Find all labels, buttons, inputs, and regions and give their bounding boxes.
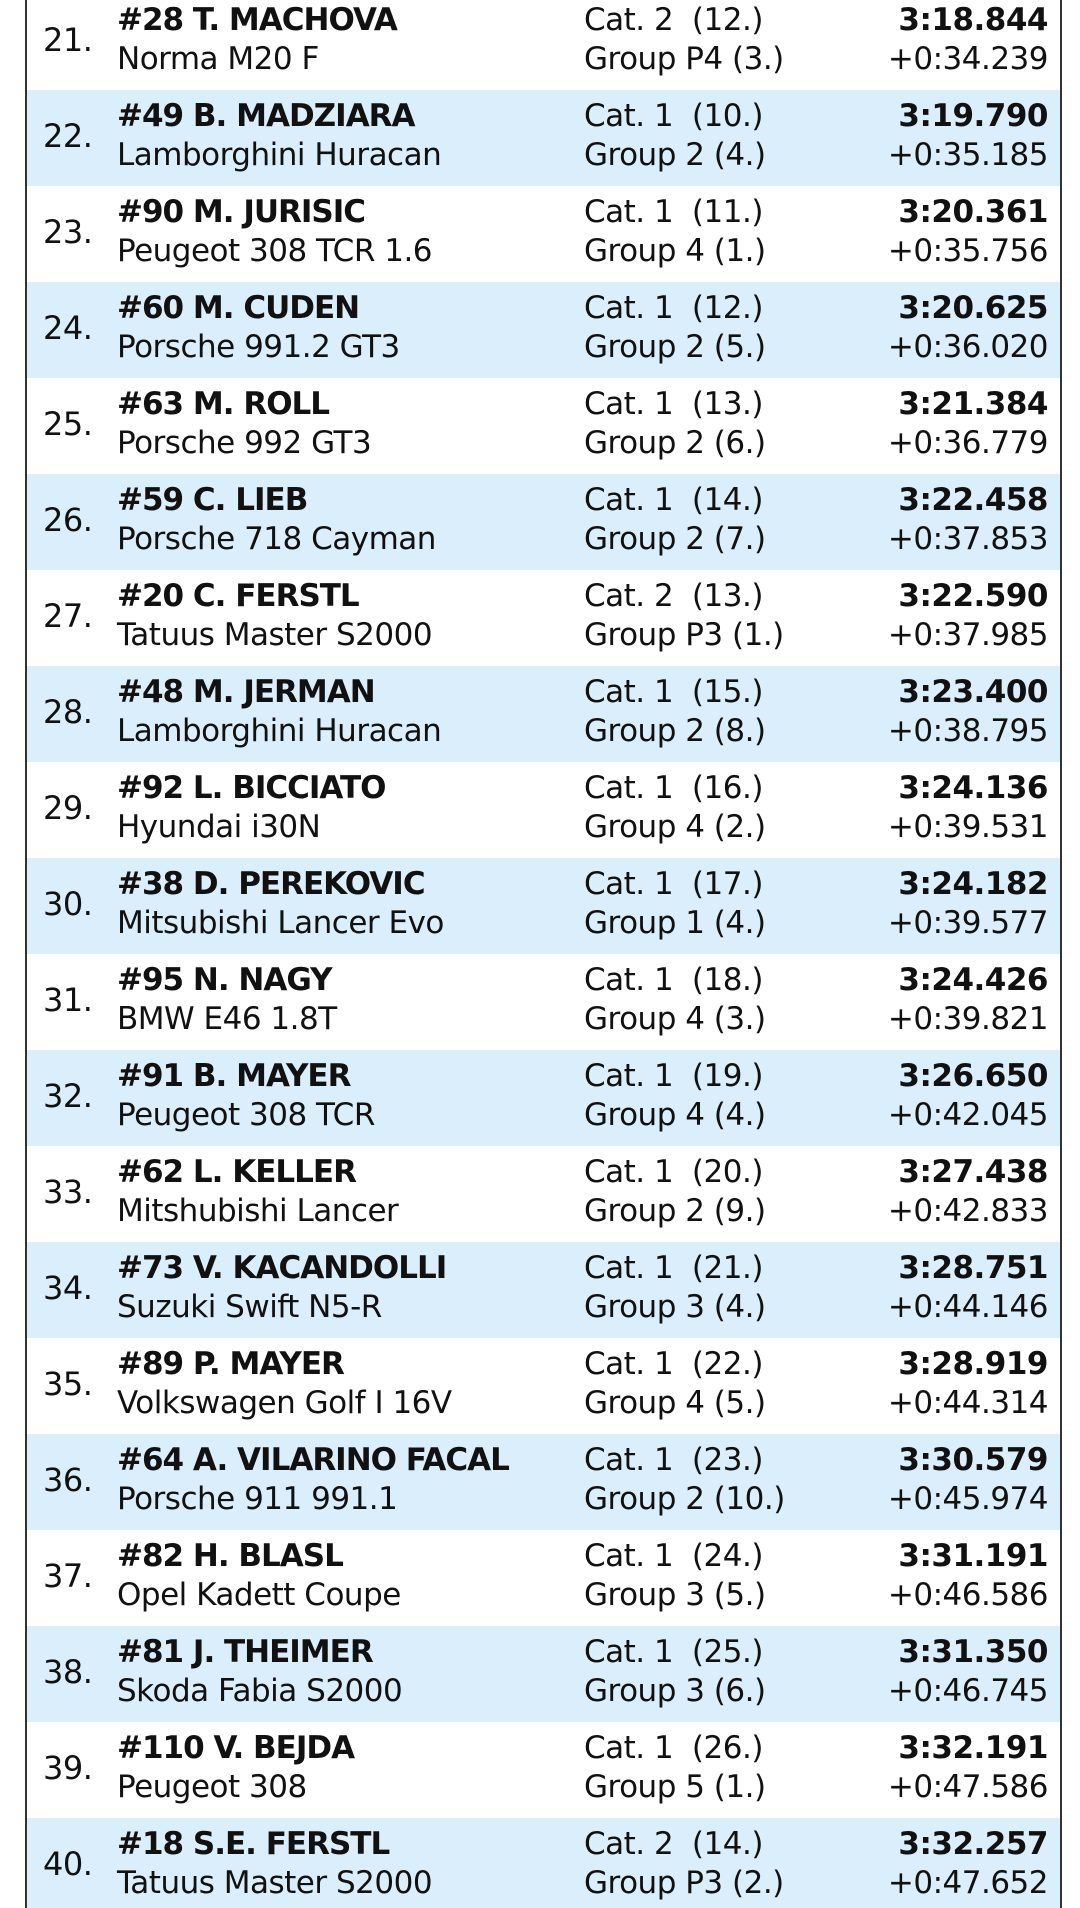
time-gap: +0:44.146 [887, 1289, 1048, 1325]
lap-time: 3:20.625 [898, 290, 1048, 326]
driver-name: #90 M. JURISIC [117, 194, 366, 230]
time-gap: +0:45.974 [887, 1481, 1048, 1517]
driver-name: #60 M. CUDEN [117, 290, 360, 326]
table-row [27, 1626, 1060, 1722]
group-rank: Group P3 (1.) [584, 617, 784, 653]
driver-name: #95 N. NAGY [117, 962, 332, 998]
lap-time: 3:20.361 [898, 194, 1048, 230]
car-model: Tatuus Master S2000 [117, 1865, 433, 1901]
group-rank: Group 4 (1.) [584, 233, 766, 269]
table-row [27, 762, 1060, 858]
car-model: Suzuki Swift N5-R [117, 1289, 382, 1325]
car-model: BMW E46 1.8T [117, 1001, 337, 1037]
lap-time: 3:28.919 [898, 1346, 1048, 1382]
group-rank: Group 2 (4.) [584, 137, 766, 173]
group-rank: Group 4 (2.) [584, 809, 766, 845]
position-number: 34. [43, 1269, 93, 1307]
lap-time: 3:32.191 [898, 1730, 1048, 1766]
table-row [27, 282, 1060, 378]
time-gap: +0:37.985 [887, 617, 1048, 653]
group-rank: Group 3 (5.) [584, 1577, 766, 1613]
table-row [27, 954, 1060, 1050]
car-model: Volkswagen Golf I 16V [117, 1385, 452, 1421]
group-rank: Group 2 (10.) [584, 1481, 785, 1517]
car-model: Lamborghini Huracan [117, 713, 442, 749]
time-gap: +0:46.586 [887, 1577, 1048, 1613]
time-gap: +0:37.853 [887, 521, 1048, 557]
position-number: 25. [43, 405, 93, 443]
position-number: 40. [43, 1845, 93, 1883]
group-rank: Group 3 (4.) [584, 1289, 766, 1325]
lap-time: 3:22.590 [898, 578, 1048, 614]
time-gap: +0:36.779 [887, 425, 1048, 461]
car-model: Porsche 991.2 GT3 [117, 329, 400, 365]
car-model: Skoda Fabia S2000 [117, 1673, 403, 1709]
position-number: 36. [43, 1461, 93, 1499]
table-row [27, 666, 1060, 762]
driver-name: #81 J. THEIMER [117, 1634, 373, 1670]
driver-name: #91 B. MAYER [117, 1058, 351, 1094]
group-rank: Group 2 (5.) [584, 329, 766, 365]
position-number: 30. [43, 885, 93, 923]
table-row [27, 858, 1060, 954]
category-rank: Cat. 1 (21.) [584, 1250, 763, 1286]
lap-time: 3:24.182 [898, 866, 1048, 902]
car-model: Porsche 718 Cayman [117, 521, 436, 557]
group-rank: Group P3 (2.) [584, 1865, 784, 1901]
driver-name: #59 C. LIEB [117, 482, 308, 518]
lap-time: 3:22.458 [898, 482, 1048, 518]
category-rank: Cat. 1 (25.) [584, 1634, 763, 1670]
group-rank: Group 2 (9.) [584, 1193, 766, 1229]
table-row [27, 186, 1060, 282]
position-number: 26. [43, 501, 93, 539]
driver-name: #38 D. PEREKOVIC [117, 866, 425, 902]
lap-time: 3:31.350 [898, 1634, 1048, 1670]
category-rank: Cat. 1 (13.) [584, 386, 763, 422]
car-model: Mitsubishi Lancer Evo [117, 905, 444, 941]
lap-time: 3:21.384 [898, 386, 1048, 422]
car-model: Opel Kadett Coupe [117, 1577, 401, 1613]
time-gap: +0:39.531 [887, 809, 1048, 845]
group-rank: Group 4 (5.) [584, 1385, 766, 1421]
group-rank: Group 5 (1.) [584, 1769, 766, 1805]
table-row [27, 1434, 1060, 1530]
time-gap: +0:39.821 [887, 1001, 1048, 1037]
category-rank: Cat. 1 (12.) [584, 290, 763, 326]
position-number: 22. [43, 117, 93, 155]
table-row [27, 1722, 1060, 1818]
lap-time: 3:18.844 [898, 2, 1048, 38]
lap-time: 3:23.400 [898, 674, 1048, 710]
group-rank: Group 1 (4.) [584, 905, 766, 941]
lap-time: 3:32.257 [898, 1826, 1048, 1862]
position-number: 21. [43, 21, 93, 59]
time-gap: +0:47.652 [887, 1865, 1048, 1901]
time-gap: +0:36.020 [887, 329, 1048, 365]
driver-name: #18 S.E. FERSTL [117, 1826, 390, 1862]
lap-time: 3:26.650 [898, 1058, 1048, 1094]
position-number: 24. [43, 309, 93, 347]
driver-name: #92 L. BICCIATO [117, 770, 386, 806]
position-number: 27. [43, 597, 93, 635]
car-model: Norma M20 F [117, 41, 319, 77]
car-model: Mitshubishi Lancer [117, 1193, 399, 1229]
car-model: Porsche 992 GT3 [117, 425, 372, 461]
group-rank: Group 2 (8.) [584, 713, 766, 749]
table-row [27, 1146, 1060, 1242]
driver-name: #73 V. KACANDOLLI [117, 1250, 447, 1286]
car-model: Porsche 911 991.1 [117, 1481, 398, 1517]
driver-name: #49 B. MADZIARA [117, 98, 415, 134]
table-row [27, 1818, 1060, 1908]
category-rank: Cat. 1 (10.) [584, 98, 763, 134]
time-gap: +0:46.745 [887, 1673, 1048, 1709]
position-number: 31. [43, 981, 93, 1019]
category-rank: Cat. 1 (24.) [584, 1538, 763, 1574]
category-rank: Cat. 1 (15.) [584, 674, 763, 710]
position-number: 29. [43, 789, 93, 827]
position-number: 32. [43, 1077, 93, 1115]
category-rank: Cat. 1 (20.) [584, 1154, 763, 1190]
position-number: 37. [43, 1557, 93, 1595]
car-model: Peugeot 308 [117, 1769, 307, 1805]
lap-time: 3:31.191 [898, 1538, 1048, 1574]
lap-time: 3:24.426 [898, 962, 1048, 998]
driver-name: #63 M. ROLL [117, 386, 330, 422]
category-rank: Cat. 2 (13.) [584, 578, 763, 614]
time-gap: +0:44.314 [887, 1385, 1048, 1421]
category-rank: Cat. 1 (18.) [584, 962, 763, 998]
time-gap: +0:34.239 [887, 41, 1048, 77]
position-number: 33. [43, 1173, 93, 1211]
table-row [27, 1530, 1060, 1626]
table-row [27, 0, 1060, 90]
table-row [27, 90, 1060, 186]
group-rank: Group 4 (4.) [584, 1097, 766, 1133]
driver-name: #48 M. JERMAN [117, 674, 375, 710]
lap-time: 3:24.136 [898, 770, 1048, 806]
time-gap: +0:39.577 [887, 905, 1048, 941]
table-row [27, 570, 1060, 666]
time-gap: +0:42.045 [887, 1097, 1048, 1133]
driver-name: #20 C. FERSTL [117, 578, 359, 614]
category-rank: Cat. 1 (11.) [584, 194, 763, 230]
category-rank: Cat. 2 (14.) [584, 1826, 763, 1862]
driver-name: #28 T. MACHOVA [117, 2, 397, 38]
table-row [27, 1242, 1060, 1338]
driver-name: #82 H. BLASL [117, 1538, 343, 1574]
table-row [27, 474, 1060, 570]
group-rank: Group 2 (7.) [584, 521, 766, 557]
category-rank: Cat. 1 (23.) [584, 1442, 763, 1478]
category-rank: Cat. 1 (14.) [584, 482, 763, 518]
category-rank: Cat. 1 (19.) [584, 1058, 763, 1094]
group-rank: Group 3 (6.) [584, 1673, 766, 1709]
car-model: Hyundai i30N [117, 809, 321, 845]
group-rank: Group 4 (3.) [584, 1001, 766, 1037]
table-row [27, 1338, 1060, 1434]
time-gap: +0:42.833 [887, 1193, 1048, 1229]
driver-name: #62 L. KELLER [117, 1154, 356, 1190]
category-rank: Cat. 1 (16.) [584, 770, 763, 806]
results-table [25, 0, 1062, 1908]
group-rank: Group 2 (6.) [584, 425, 766, 461]
car-model: Peugeot 308 TCR 1.6 [117, 233, 433, 269]
lap-time: 3:19.790 [898, 98, 1048, 134]
position-number: 23. [43, 213, 93, 251]
category-rank: Cat. 1 (26.) [584, 1730, 763, 1766]
time-gap: +0:47.586 [887, 1769, 1048, 1805]
car-model: Lamborghini Huracan [117, 137, 442, 173]
position-number: 35. [43, 1365, 93, 1403]
table-row [27, 1050, 1060, 1146]
position-number: 38. [43, 1653, 93, 1691]
position-number: 28. [43, 693, 93, 731]
time-gap: +0:35.185 [887, 137, 1048, 173]
category-rank: Cat. 1 (22.) [584, 1346, 763, 1382]
driver-name: #110 V. BEJDA [117, 1730, 355, 1766]
lap-time: 3:30.579 [898, 1442, 1048, 1478]
driver-name: #64 A. VILARINO FACAL [117, 1442, 509, 1478]
time-gap: +0:38.795 [887, 713, 1048, 749]
lap-time: 3:27.438 [898, 1154, 1048, 1190]
car-model: Tatuus Master S2000 [117, 617, 433, 653]
table-row [27, 378, 1060, 474]
time-gap: +0:35.756 [887, 233, 1048, 269]
category-rank: Cat. 2 (12.) [584, 2, 763, 38]
position-number: 39. [43, 1749, 93, 1787]
group-rank: Group P4 (3.) [584, 41, 784, 77]
driver-name: #89 P. MAYER [117, 1346, 344, 1382]
car-model: Peugeot 308 TCR [117, 1097, 375, 1133]
category-rank: Cat. 1 (17.) [584, 866, 763, 902]
lap-time: 3:28.751 [898, 1250, 1048, 1286]
